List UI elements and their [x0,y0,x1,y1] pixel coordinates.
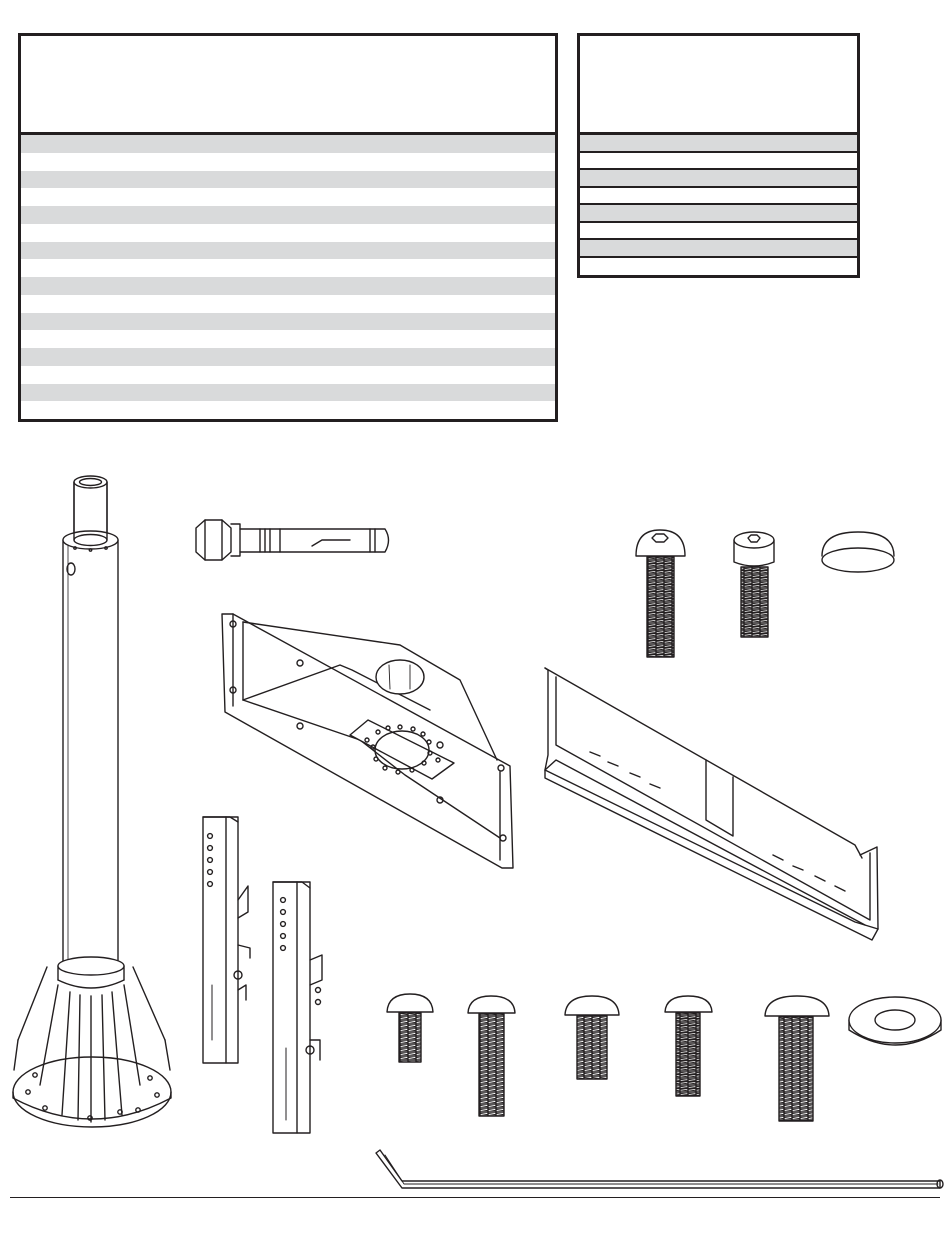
expansion-anchor-bolt [196,520,389,560]
hex-allen-key [376,1150,943,1188]
flat-washer [849,997,941,1045]
button-screw-b [468,996,515,1116]
vertical-bracket-left [203,817,250,1063]
vertical-bracket-right [273,882,322,1133]
footer-rule [10,1197,940,1198]
floor-column-with-base [13,476,171,1127]
button-head-screw-long [636,530,685,657]
button-screw-e [765,996,829,1121]
button-screw-d [665,996,712,1096]
mounting-bracket-plate [222,614,513,868]
button-screw-a [387,994,433,1062]
button-screw-c [565,996,619,1079]
end-cap [822,532,894,572]
horizontal-wall-rail [545,668,878,940]
socket-cap-screw [734,532,774,637]
